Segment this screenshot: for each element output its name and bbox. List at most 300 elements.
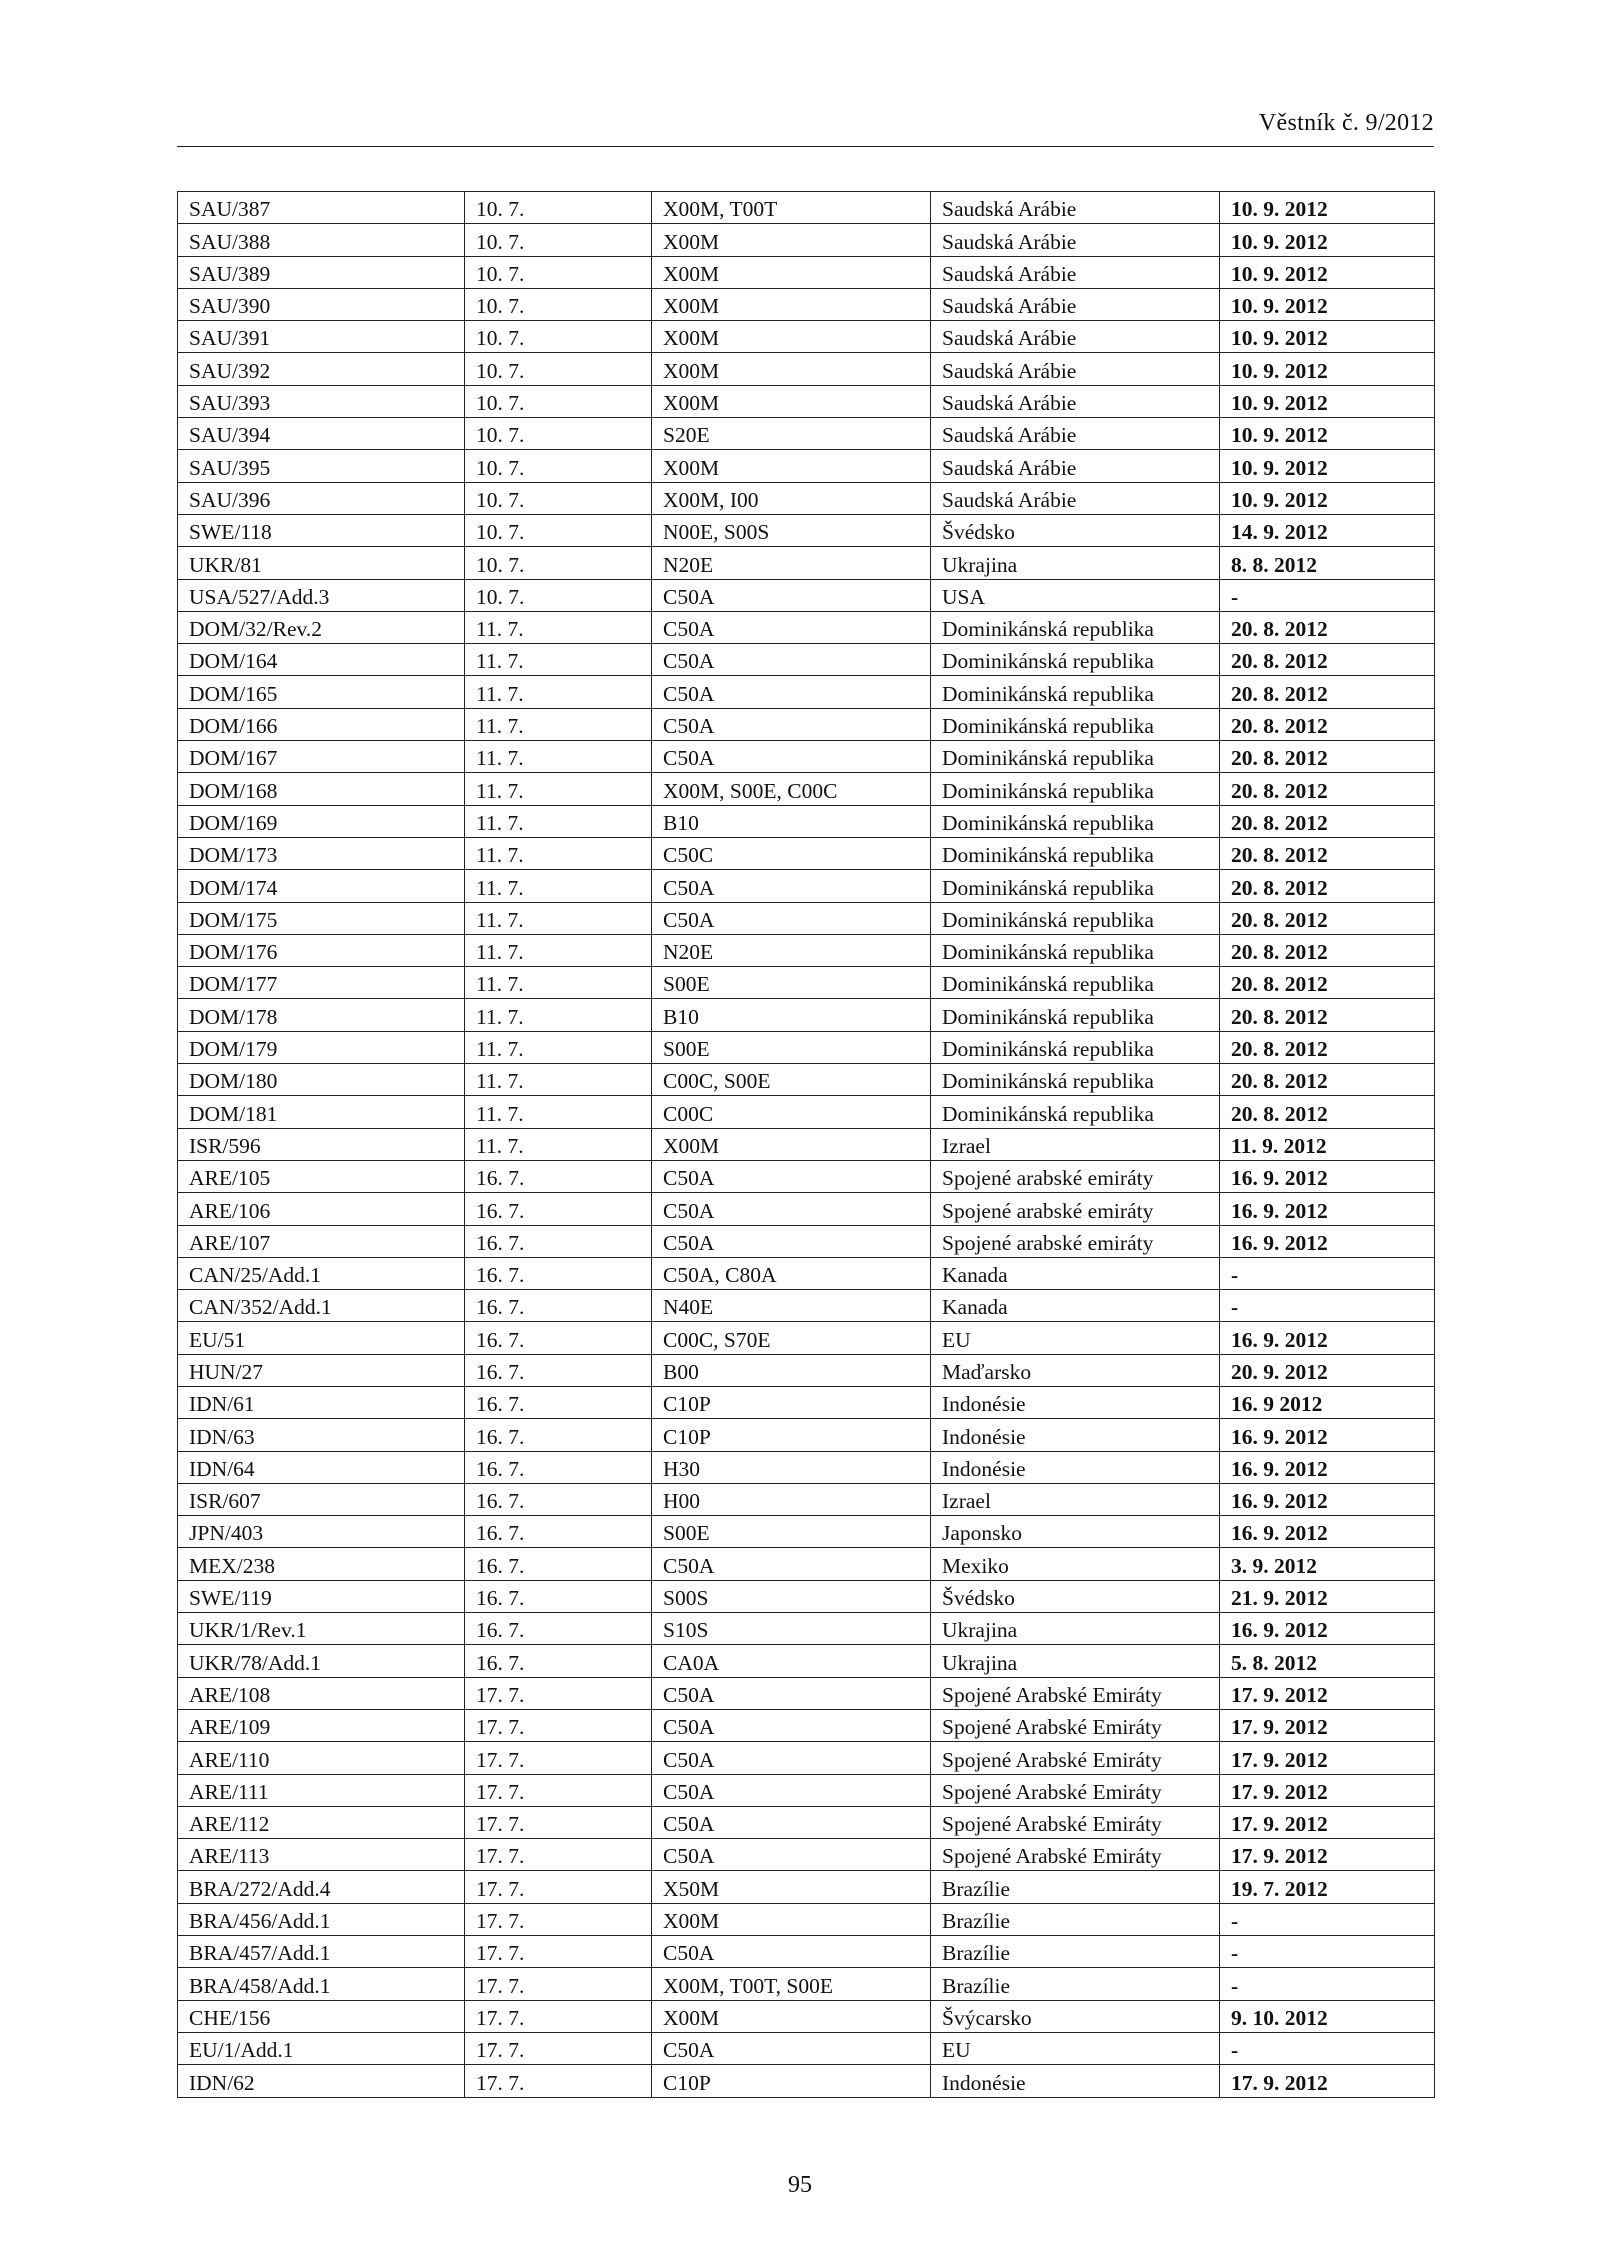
product-code-cell: B00 [652,1354,931,1386]
country-cell: Spojené Arabské Emiráty [931,1742,1220,1774]
page-number: 95 [788,2172,812,2198]
date-cell: 16. 7. [465,1354,652,1386]
product-code-cell: C00C, S00E [652,1064,931,1096]
date-cell: 16. 7. [465,1645,652,1677]
product-code-cell: X00M [652,2000,931,2032]
date-cell: 11. 7. [465,676,652,708]
table-row [178,1613,1435,1645]
country-cell: Dominikánská republika [931,902,1220,934]
product-code-cell: C50A [652,676,931,708]
table-row [178,1871,1435,1903]
deadline-cell: 10. 9. 2012 [1220,418,1435,450]
document-code-cell: DOM/177 [178,967,465,999]
deadline-cell: 17. 9. 2012 [1220,1677,1435,1709]
table-row [178,1936,1435,1968]
document-code-cell: UKR/81 [178,547,465,579]
product-code-cell: C50A [652,1548,931,1580]
country-cell: USA [931,579,1220,611]
country-cell: EU [931,2032,1220,2064]
date-cell: 10. 7. [465,579,652,611]
document-code-cell: CAN/352/Add.1 [178,1290,465,1322]
document-code-cell: DOM/32/Rev.2 [178,611,465,643]
country-cell: Izrael [931,1483,1220,1515]
date-cell: 17. 7. [465,1677,652,1709]
table-row [178,514,1435,546]
product-code-cell: C50A [652,1160,931,1192]
document-code-cell: CAN/25/Add.1 [178,1257,465,1289]
date-cell: 10. 7. [465,288,652,320]
deadline-cell: - [1220,1903,1435,1935]
table-body [178,192,1435,2098]
document-code-cell: SAU/389 [178,256,465,288]
product-code-cell: C50A [652,1806,931,1838]
deadline-cell: 17. 9. 2012 [1220,1709,1435,1741]
date-cell: 17. 7. [465,1742,652,1774]
table-row [178,708,1435,740]
table-row [178,676,1435,708]
table-row [178,644,1435,676]
document-code-cell: IDN/61 [178,1386,465,1418]
table-row [178,256,1435,288]
document-code-cell: IDN/62 [178,2065,465,2097]
date-cell: 10. 7. [465,450,652,482]
country-cell: Indonésie [931,1419,1220,1451]
table-row [178,1806,1435,1838]
country-cell: Dominikánská republika [931,1031,1220,1063]
country-cell: Japonsko [931,1516,1220,1548]
country-cell: Saudská Arábie [931,353,1220,385]
deadline-cell: 20. 8. 2012 [1220,934,1435,966]
notification-table [177,191,1435,2098]
document-code-cell: ARE/110 [178,1742,465,1774]
country-cell: Saudská Arábie [931,482,1220,514]
deadline-cell: 9. 10. 2012 [1220,2000,1435,2032]
deadline-cell: - [1220,2032,1435,2064]
country-cell: Maďarsko [931,1354,1220,1386]
country-cell: Dominikánská republika [931,611,1220,643]
table-row [178,773,1435,805]
deadline-cell: 17. 9. 2012 [1220,1742,1435,1774]
country-cell: Saudská Arábie [931,192,1220,224]
table-row [178,1451,1435,1483]
document-code-cell: UKR/78/Add.1 [178,1645,465,1677]
table-row [178,1096,1435,1128]
date-cell: 10. 7. [465,418,652,450]
table-row [178,1031,1435,1063]
table-row [178,967,1435,999]
document-code-cell: SAU/396 [178,482,465,514]
document-code-cell: JPN/403 [178,1516,465,1548]
document-code-cell: ARE/108 [178,1677,465,1709]
deadline-cell: 20. 8. 2012 [1220,708,1435,740]
product-code-cell: N40E [652,1290,931,1322]
document-code-cell: SAU/387 [178,192,465,224]
date-cell: 11. 7. [465,741,652,773]
date-cell: 16. 7. [465,1451,652,1483]
date-cell: 11. 7. [465,870,652,902]
document-code-cell: HUN/27 [178,1354,465,1386]
product-code-cell: X00M [652,353,931,385]
country-cell: Saudská Arábie [931,288,1220,320]
date-cell: 17. 7. [465,2065,652,2097]
deadline-cell: 3. 9. 2012 [1220,1548,1435,1580]
product-code-cell: C50A [652,1225,931,1257]
deadline-cell: 11. 9. 2012 [1220,1128,1435,1160]
table-row [178,611,1435,643]
date-cell: 10. 7. [465,224,652,256]
deadline-cell: 10. 9. 2012 [1220,192,1435,224]
deadline-cell: 20. 8. 2012 [1220,837,1435,869]
table-row [178,385,1435,417]
deadline-cell: 20. 9. 2012 [1220,1354,1435,1386]
country-cell: Dominikánská republika [931,967,1220,999]
product-code-cell: CA0A [652,1645,931,1677]
table-row [178,1839,1435,1871]
product-code-cell: X00M [652,321,931,353]
document-code-cell: BRA/272/Add.4 [178,1871,465,1903]
product-code-cell: N20E [652,934,931,966]
product-code-cell: H00 [652,1483,931,1515]
deadline-cell: 20. 8. 2012 [1220,1096,1435,1128]
country-cell: Švýcarsko [931,2000,1220,2032]
document-code-cell: DOM/179 [178,1031,465,1063]
table-row [178,837,1435,869]
date-cell: 16. 7. [465,1483,652,1515]
country-cell: Spojené Arabské Emiráty [931,1839,1220,1871]
country-cell: Dominikánská republika [931,644,1220,676]
date-cell: 11. 7. [465,611,652,643]
date-cell: 16. 7. [465,1225,652,1257]
deadline-cell: 17. 9. 2012 [1220,2065,1435,2097]
header-divider [177,146,1434,147]
deadline-cell: 17. 9. 2012 [1220,1774,1435,1806]
date-cell: 17. 7. [465,1903,652,1935]
product-code-cell: N20E [652,547,931,579]
document-code-cell: DOM/167 [178,741,465,773]
country-cell: Spojené Arabské Emiráty [931,1709,1220,1741]
date-cell: 17. 7. [465,2032,652,2064]
document-code-cell: MEX/238 [178,1548,465,1580]
product-code-cell: B10 [652,805,931,837]
deadline-cell: 20. 8. 2012 [1220,805,1435,837]
date-cell: 17. 7. [465,1968,652,2000]
country-cell: Saudská Arábie [931,385,1220,417]
date-cell: 10. 7. [465,514,652,546]
product-code-cell: X00M [652,256,931,288]
table-row [178,1709,1435,1741]
table-row [178,450,1435,482]
country-cell: Izrael [931,1128,1220,1160]
date-cell: 16. 7. [465,1419,652,1451]
table-row [178,418,1435,450]
date-cell: 16. 7. [465,1580,652,1612]
date-cell: 10. 7. [465,482,652,514]
deadline-cell: 16. 9. 2012 [1220,1419,1435,1451]
date-cell: 11. 7. [465,1128,652,1160]
document-code-cell: ARE/107 [178,1225,465,1257]
table-row [178,1128,1435,1160]
document-code-cell: ARE/106 [178,1193,465,1225]
product-code-cell: X00M, T00T [652,192,931,224]
document-code-cell: DOM/165 [178,676,465,708]
deadline-cell: - [1220,1290,1435,1322]
table-row [178,934,1435,966]
deadline-cell: 20. 8. 2012 [1220,611,1435,643]
document-code-cell: DOM/178 [178,999,465,1031]
date-cell: 11. 7. [465,1031,652,1063]
table-row [178,224,1435,256]
country-cell: Švédsko [931,1580,1220,1612]
country-cell: Saudská Arábie [931,321,1220,353]
product-code-cell: C50A [652,1193,931,1225]
country-cell: Spojené arabské emiráty [931,1225,1220,1257]
deadline-cell: 5. 8. 2012 [1220,1645,1435,1677]
deadline-cell: 10. 9. 2012 [1220,224,1435,256]
deadline-cell: 20. 8. 2012 [1220,902,1435,934]
date-cell: 10. 7. [465,547,652,579]
product-code-cell: X00M [652,450,931,482]
country-cell: Dominikánská republika [931,805,1220,837]
deadline-cell: 20. 8. 2012 [1220,741,1435,773]
country-cell: Indonésie [931,2065,1220,2097]
country-cell: Dominikánská republika [931,1096,1220,1128]
table-row [178,288,1435,320]
date-cell: 10. 7. [465,192,652,224]
date-cell: 11. 7. [465,999,652,1031]
table-row [178,1516,1435,1548]
country-cell: Saudská Arábie [931,256,1220,288]
date-cell: 11. 7. [465,1096,652,1128]
country-cell: Indonésie [931,1386,1220,1418]
product-code-cell: X00M, S00E, C00C [652,773,931,805]
product-code-cell: X00M [652,385,931,417]
deadline-cell: 20. 8. 2012 [1220,999,1435,1031]
deadline-cell: 8. 8. 2012 [1220,547,1435,579]
date-cell: 11. 7. [465,1064,652,1096]
date-cell: 16. 7. [465,1516,652,1548]
document-code-cell: DOM/173 [178,837,465,869]
product-code-cell: C50A [652,1709,931,1741]
document-code-cell: DOM/174 [178,870,465,902]
deadline-cell: 20. 8. 2012 [1220,644,1435,676]
date-cell: 16. 7. [465,1386,652,1418]
table-row [178,1386,1435,1418]
table-row [178,2032,1435,2064]
table-row [178,1968,1435,2000]
deadline-cell: 17. 9. 2012 [1220,1839,1435,1871]
product-code-cell: S10S [652,1613,931,1645]
deadline-cell: 16. 9. 2012 [1220,1193,1435,1225]
product-code-cell: X00M [652,1128,931,1160]
document-code-cell: BRA/457/Add.1 [178,1936,465,1968]
product-code-cell: C50A [652,611,931,643]
document-code-cell: BRA/456/Add.1 [178,1903,465,1935]
product-code-cell: C50A [652,1936,931,1968]
table-row [178,353,1435,385]
date-cell: 17. 7. [465,1839,652,1871]
product-code-cell: C00C, S70E [652,1322,931,1354]
document-code-cell: DOM/168 [178,773,465,805]
document-code-cell: IDN/64 [178,1451,465,1483]
product-code-cell: C50A [652,1774,931,1806]
table-row [178,192,1435,224]
deadline-cell: 16. 9. 2012 [1220,1516,1435,1548]
deadline-cell: 10. 9. 2012 [1220,288,1435,320]
country-cell: Dominikánská republika [931,708,1220,740]
document-code-cell: ARE/113 [178,1839,465,1871]
deadline-cell: 10. 9. 2012 [1220,482,1435,514]
date-cell: 11. 7. [465,644,652,676]
product-code-cell: C50A [652,1742,931,1774]
date-cell: 16. 7. [465,1193,652,1225]
table-row [178,999,1435,1031]
country-cell: Spojené Arabské Emiráty [931,1774,1220,1806]
date-cell: 17. 7. [465,1936,652,1968]
document-code-cell: ARE/111 [178,1774,465,1806]
document-code-cell: SAU/395 [178,450,465,482]
document-code-cell: IDN/63 [178,1419,465,1451]
product-code-cell: S00S [652,1580,931,1612]
document-code-cell: ARE/112 [178,1806,465,1838]
product-code-cell: C50A [652,644,931,676]
deadline-cell: 20. 8. 2012 [1220,676,1435,708]
country-cell: Spojené Arabské Emiráty [931,1806,1220,1838]
country-cell: Kanada [931,1257,1220,1289]
product-code-cell: C50A [652,579,931,611]
country-cell: Brazílie [931,1871,1220,1903]
country-cell: Saudská Arábie [931,418,1220,450]
country-cell: Mexiko [931,1548,1220,1580]
date-cell: 16. 7. [465,1160,652,1192]
table-row [178,1548,1435,1580]
date-cell: 11. 7. [465,902,652,934]
document-code-cell: EU/1/Add.1 [178,2032,465,2064]
document-code-cell: DOM/175 [178,902,465,934]
date-cell: 17. 7. [465,1871,652,1903]
table-row [178,482,1435,514]
country-cell: Dominikánská republika [931,870,1220,902]
country-cell: Ukrajina [931,1645,1220,1677]
table-row [178,1419,1435,1451]
table-row [178,1322,1435,1354]
deadline-cell: 14. 9. 2012 [1220,514,1435,546]
country-cell: Saudská Arábie [931,450,1220,482]
table-row [178,2000,1435,2032]
product-code-cell: S20E [652,418,931,450]
document-code-cell: ISR/596 [178,1128,465,1160]
document-code-cell: DOM/176 [178,934,465,966]
deadline-cell: 10. 9. 2012 [1220,450,1435,482]
date-cell: 16. 7. [465,1548,652,1580]
table-row [178,1580,1435,1612]
date-cell: 11. 7. [465,708,652,740]
table-row [178,1645,1435,1677]
table-row [178,1225,1435,1257]
product-code-cell: C50A [652,741,931,773]
document-code-cell: DOM/169 [178,805,465,837]
country-cell: Brazílie [931,1903,1220,1935]
product-code-cell: X00M [652,288,931,320]
product-code-cell: C10P [652,1419,931,1451]
deadline-cell: 16. 9. 2012 [1220,1322,1435,1354]
product-code-cell: X00M [652,224,931,256]
document-code-cell: SAU/392 [178,353,465,385]
product-code-cell: C50A [652,2032,931,2064]
header-title: Věstník č. 9/2012 [1258,110,1434,136]
country-cell: Dominikánská republika [931,676,1220,708]
table-row [178,1160,1435,1192]
table-row [178,1677,1435,1709]
product-code-cell: X00M, I00 [652,482,931,514]
country-cell: Saudská Arábie [931,224,1220,256]
product-code-cell: X00M, T00T, S00E [652,1968,931,2000]
document-code-cell: USA/527/Add.3 [178,579,465,611]
country-cell: Spojené arabské emiráty [931,1193,1220,1225]
product-code-cell: C10P [652,1386,931,1418]
date-cell: 17. 7. [465,1709,652,1741]
product-code-cell: X50M [652,1871,931,1903]
deadline-cell: 10. 9. 2012 [1220,321,1435,353]
table-row [178,1064,1435,1096]
product-code-cell: C50A [652,870,931,902]
table-row [178,1257,1435,1289]
date-cell: 11. 7. [465,805,652,837]
deadline-cell: 20. 8. 2012 [1220,870,1435,902]
country-cell: Kanada [931,1290,1220,1322]
date-cell: 16. 7. [465,1257,652,1289]
date-cell: 16. 7. [465,1290,652,1322]
table-row [178,1774,1435,1806]
country-cell: Ukrajina [931,1613,1220,1645]
table-row [178,805,1435,837]
deadline-cell: 20. 8. 2012 [1220,773,1435,805]
document-code-cell: SWE/119 [178,1580,465,1612]
document-code-cell: SAU/390 [178,288,465,320]
date-cell: 17. 7. [465,2000,652,2032]
document-code-cell: ISR/607 [178,1483,465,1515]
document-code-cell: EU/51 [178,1322,465,1354]
document-code-cell: ARE/109 [178,1709,465,1741]
product-code-cell: H30 [652,1451,931,1483]
date-cell: 17. 7. [465,1806,652,1838]
table-row [178,579,1435,611]
product-code-cell: X00M [652,1903,931,1935]
country-cell: Dominikánská republika [931,1064,1220,1096]
country-cell: Ukrajina [931,547,1220,579]
deadline-cell: 10. 9. 2012 [1220,385,1435,417]
product-code-cell: B10 [652,999,931,1031]
deadline-cell: 10. 9. 2012 [1220,353,1435,385]
deadline-cell: 16. 9. 2012 [1220,1451,1435,1483]
country-cell: Dominikánská republika [931,837,1220,869]
product-code-cell: N00E, S00S [652,514,931,546]
date-cell: 11. 7. [465,967,652,999]
product-code-cell: S00E [652,1516,931,1548]
table-row [178,902,1435,934]
country-cell: Dominikánská republika [931,773,1220,805]
table-row [178,1354,1435,1386]
date-cell: 11. 7. [465,934,652,966]
country-cell: EU [931,1322,1220,1354]
deadline-cell: - [1220,1968,1435,2000]
table-row [178,741,1435,773]
document-code-cell: SAU/394 [178,418,465,450]
date-cell: 11. 7. [465,837,652,869]
deadline-cell: 20. 8. 2012 [1220,967,1435,999]
deadline-cell: 19. 7. 2012 [1220,1871,1435,1903]
deadline-cell: - [1220,579,1435,611]
deadline-cell: 16. 9. 2012 [1220,1160,1435,1192]
